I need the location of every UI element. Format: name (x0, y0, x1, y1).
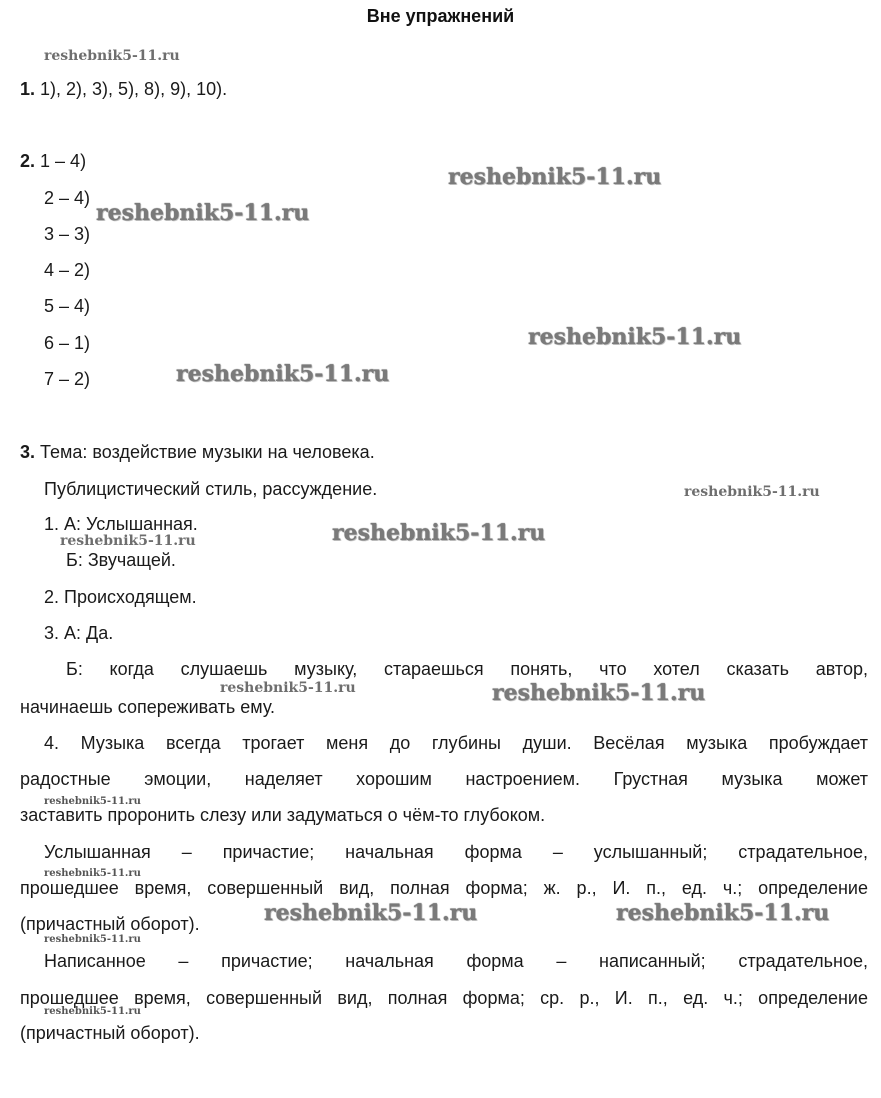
task1-line (20, 78, 227, 100)
task2-item: 3 – 3) (44, 224, 91, 244)
task3-style: Публицистический стиль, рассуждение. (44, 479, 378, 499)
watermark: reshebnik5-11.ru (60, 533, 196, 549)
task2-item: 4 – 2) (44, 260, 91, 280)
task2-item: 2 – 4) (44, 188, 91, 208)
task2-item: 7 – 2) (44, 369, 91, 389)
task1-number: 1. (20, 79, 36, 99)
watermark: reshebnik5-11.ru (44, 48, 180, 64)
watermark: reshebnik5-11.ru (448, 164, 662, 190)
task1-answer: 1), 2), 3), 5), 8), 9), 10). (40, 79, 228, 99)
task2-line-1 (20, 150, 86, 172)
parse-1-line-3: (причастный оборот). (20, 914, 200, 934)
answer-1b: Б: Звучащей. (66, 550, 176, 570)
answer-1a: 1. А: Услышанная. (44, 514, 198, 534)
watermark: reshebnik5-11.ru (44, 1006, 141, 1017)
watermark: reshebnik5-11.ru (44, 934, 141, 945)
watermark: reshebnik5-11.ru (492, 680, 706, 706)
task2-number: 2. (20, 151, 36, 171)
watermark: reshebnik5-11.ru (96, 200, 310, 226)
parse-1-line-2: прошедшее время, совершенный вид, полная форма; ж. р., И. п., ед. ч.; определение (20, 878, 868, 898)
answer-3b-line-2: начинаешь сопереживать ему. (20, 697, 276, 717)
watermark: reshebnik5-11.ru (264, 900, 478, 926)
task2-item: 6 – 1) (44, 333, 91, 353)
parse-2-line-2: прошедшее время, совершенный вид, полная форма; ср. р., И. п., ед. ч.; определение (20, 988, 868, 1008)
answer-3a: 3. А: Да. (44, 623, 114, 643)
watermark: reshebnik5-11.ru (44, 796, 141, 807)
watermark: reshebnik5-11.ru (44, 868, 141, 879)
answer-4-line-3: заставить проронить слезу или задуматься о чём-то глубоком. (20, 805, 546, 825)
watermark: reshebnik5-11.ru (332, 520, 546, 546)
parse-2-line-3: (причастный оборот). (20, 1023, 200, 1043)
task2-item: 5 – 4) (44, 296, 91, 316)
watermark: reshebnik5-11.ru (176, 361, 390, 387)
watermark: reshebnik5-11.ru (616, 900, 830, 926)
answer-3b-line-1: Б: когда слушаешь музыку, стараешься понять, что хотел сказать автор, (66, 659, 868, 679)
page-title: Вне упражнений (366, 6, 515, 26)
task3-number: 3. (20, 442, 36, 462)
answer-2: 2. Происходящем. (44, 587, 197, 607)
watermark: reshebnik5-11.ru (684, 484, 820, 500)
task3-theme: Тема: воздействие музыки на человека. (40, 442, 375, 462)
watermark: reshebnik5-11.ru (528, 324, 742, 350)
parse-2-line-1: Написанное – причастие; начальная форма – написанный; страдательное, (44, 951, 868, 971)
answer-4-line-2: радостные эмоции, наделяет хорошим настроением. Грустная музыка может (20, 769, 868, 789)
task2-item: 1 – 4) (40, 151, 87, 171)
watermark: reshebnik5-11.ru (220, 680, 356, 696)
parse-1-line-1: Услышанная – причастие; начальная форма – услышанный; страдательное, (44, 842, 868, 862)
task3-theme-line (20, 441, 375, 463)
answer-4-line-1: 4. Музыка всегда трогает меня до глубины души. Весёлая музыка пробуждает (44, 733, 868, 753)
